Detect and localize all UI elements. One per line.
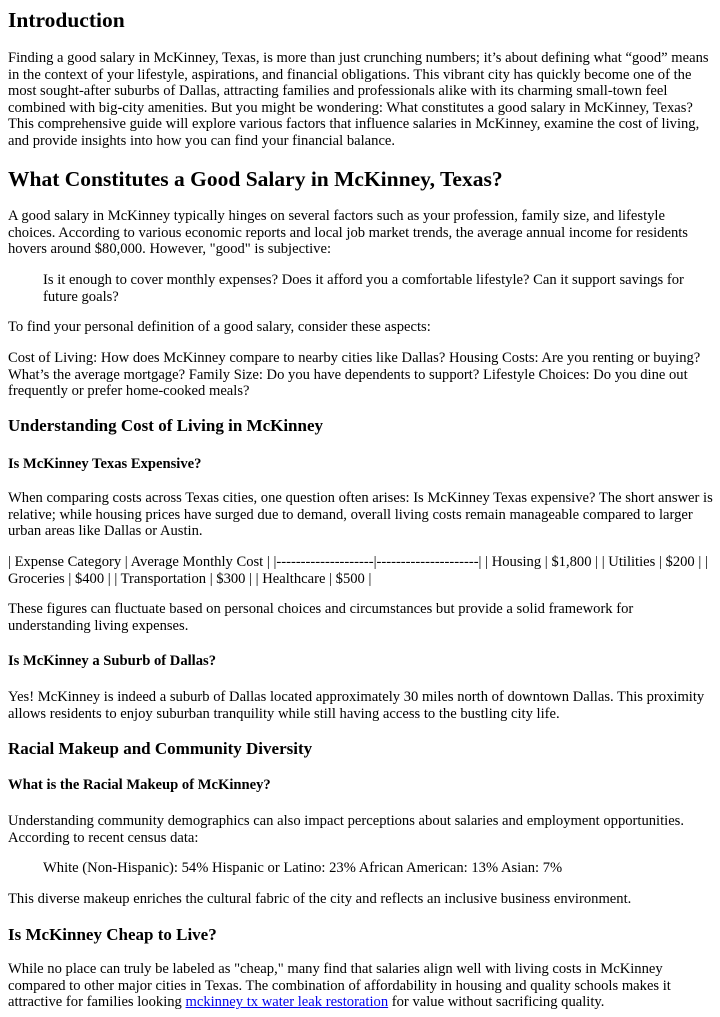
cheap-paragraph [8,961,714,1011]
cheap-text-before-link: While no place can truly be labeled as "cheap," many find that salaries align well with living costs in McKinney compared to other major cities in Texas. The combination of affordability in housing and quality schools makes it attractive for families looking [8,961,671,1011]
good-salary-paragraph: A good salary in McKinney typically hinges on several factors such as your profession, family size, and lifestyle choices. According to various economic reports and local job market trends, the average annual income for residents hovers around $80,000. However, "good" is subjective: [8,208,688,258]
diversity-closing: This diverse makeup enriches the cultural fabric of the city and reflects an inclusive business environment. [8,891,632,907]
cheap-text-after-link: for value without sacrificing quality. [388,994,605,1011]
expensive-heading: Is McKinney Texas Expensive? [8,456,202,472]
aspects-intro: To find your personal definition of a good salary, consider these aspects: [8,319,431,335]
aspects-paragraph: Cost of Living: How does McKinney compare to nearby cities like Dallas? Housing Costs: Are you renting or buying? What’s the average mortgage? Family Size: Do you have dependents to support? Lifestyle Choices: Do you dine out frequently or prefer home-cooked meals? [8,350,701,400]
expense-table-text: | Expense Category | Average Monthly Cost | |--------------------|---------------------| | Housing | $1,800 | | Utilities | $200 | | Groceries | $400 | | Transportation | $300 | | Healthcare | $500 | [8,554,708,587]
expensive-paragraph: When comparing costs across Texas cities, one question often arises: Is McKinney Texas expensive? The short answer is relative; while housing prices have surged due to demand, overall living costs remain manageable compared to larger urban areas like Dallas or Austin. [8,490,713,540]
suburb-heading: Is McKinney a Suburb of Dallas? [8,653,216,669]
good-salary-quote: Is it enough to cover monthly expenses? Does it afford you a comfortable lifestyle? Can it support savings for future goals? [43,272,684,305]
diversity-heading: Racial Makeup and Community Diversity [8,739,313,758]
suburb-paragraph: Yes! McKinney is indeed a suburb of Dallas located approximately 30 miles north of downtown Dallas. This proximity allows residents to enjoy suburban tranquility while still having access to the bustling city life. [8,689,705,722]
demographics-quote: White (Non-Hispanic): 54% Hispanic or Latino: 23% African American: 13% Asian: 7% [43,860,563,876]
intro-heading: Introduction [8,8,125,32]
cost-of-living-heading: Understanding Cost of Living in McKinney [8,416,324,435]
cheap-heading: Is McKinney Cheap to Live? [8,925,217,944]
intro-paragraph: Finding a good salary in McKinney, Texas, is more than just crunching numbers; it’s about defining what “good” means in the context of your lifestyle, aspirations, and financial obligations. This vibrant city has quickly become one of the most sought-after suburbs of Dallas, attracting families and professionals alike with its charming small-town feel combined with big-city amenities. But you might be wondering: What constitutes a good salary in McKinney, Texas? This comprehensive guide will explore various factors that influence salaries in McKinney, examine the cost of living, and provide insights into how you can find your financial balance. [8,50,709,149]
good-salary-heading: What Constitutes a Good Salary in McKinney, Texas? [8,167,503,191]
diversity-paragraph: Understanding community demographics can also impact perceptions about salaries and employment opportunities. According to recent census data: [8,813,685,846]
water-leak-restoration-link[interactable]: mckinney tx water leak restoration [185,994,389,1011]
racial-makeup-heading: What is the Racial Makeup of McKinney? [8,777,271,793]
figures-paragraph: These figures can fluctuate based on personal choices and circumstances but provide a solid framework for understanding living expenses. [8,601,634,634]
